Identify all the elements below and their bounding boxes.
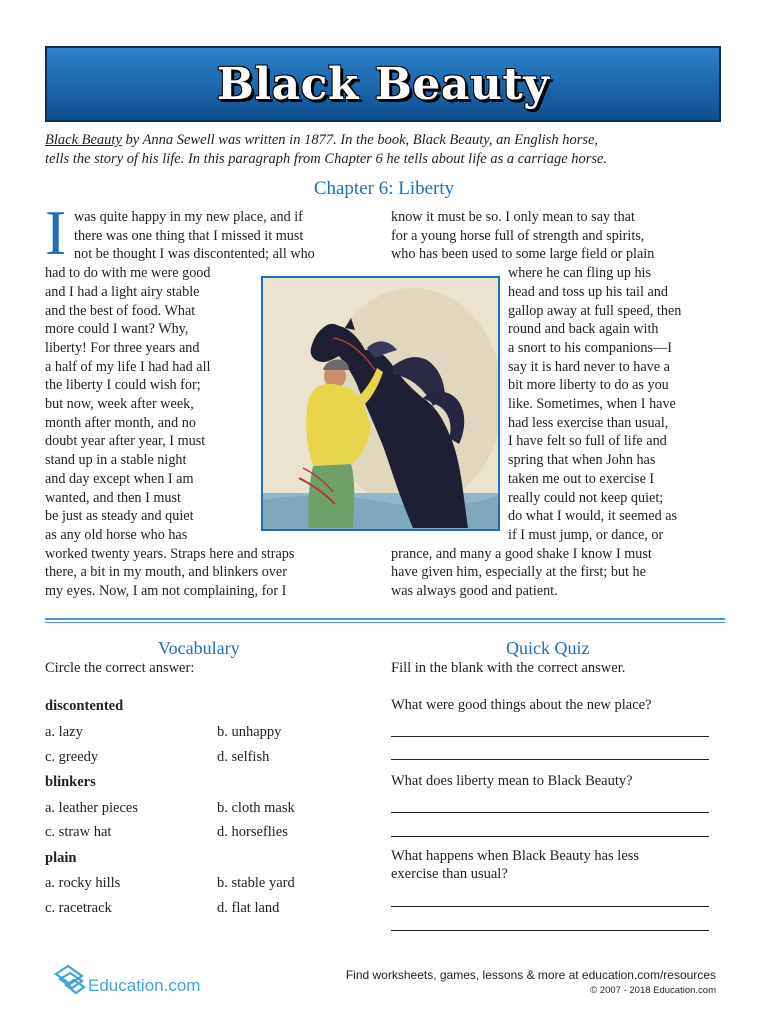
- vocab-option[interactable]: c. straw hat: [45, 824, 112, 840]
- vocabulary-instruction: Circle the correct answer:: [45, 660, 195, 676]
- story-line-left: and day except when I am: [45, 470, 194, 487]
- quiz-title: Quick Quiz: [506, 638, 590, 658]
- vocab-option[interactable]: a. rocky hills: [45, 875, 121, 891]
- story-line-left: but now, week after week,: [45, 396, 194, 412]
- vocab-option[interactable]: d. selfish: [217, 749, 270, 765]
- footer-copyright: © 2007 - 2018 Education.com: [590, 985, 716, 996]
- story-line-left: stand up in a stable night: [45, 452, 187, 469]
- vocab-option[interactable]: b. stable yard: [217, 875, 295, 891]
- vocab-term: plain: [45, 850, 77, 866]
- intro-line-2: tells the story of his life. In this paragraph from Chapter 6 he tells about life as a carriage horse.: [45, 151, 608, 167]
- story-line-right: taken me out to exercise I: [508, 470, 655, 487]
- story-line-left: there, a bit in my mouth, and blinkers over: [45, 564, 287, 581]
- story-line-right: round and back again with: [508, 321, 659, 338]
- story-line-left: and the best of food. What: [45, 302, 196, 319]
- quiz-question: What does liberty mean to Black Beauty?: [391, 773, 633, 789]
- story-line-right: where he can fling up his: [508, 265, 652, 282]
- chapter-heading: Chapter 6: Liberty: [313, 178, 455, 199]
- story-line-left: worked twenty years. Straps here and straps: [45, 545, 295, 562]
- story-line-right: like. Sometimes, when I have: [508, 396, 676, 412]
- vocab-option[interactable]: d. horseflies: [217, 824, 288, 840]
- vocab-option[interactable]: a. lazy: [45, 724, 83, 740]
- answer-line[interactable]: [391, 759, 709, 760]
- title-banner: [45, 46, 721, 122]
- vocab-term: discontented: [45, 698, 124, 714]
- story-line-left: be just as steady and quiet: [45, 508, 194, 525]
- story-line-right: know it must be so. I only mean to say that: [391, 209, 635, 225]
- story-line-left: doubt year after year, I must: [45, 433, 206, 450]
- quiz-question: What were good things about the new place?: [391, 697, 652, 713]
- story-line-left: had to do with me were good: [45, 265, 211, 282]
- story-line-right: do what I would, it seemed as: [508, 508, 678, 525]
- quiz-instruction: Fill in the blank with the correct answer.: [391, 660, 626, 676]
- story-line-right: gallop away at full speed, then: [508, 302, 682, 319]
- quiz-question: What happens when Black Beauty has less: [391, 848, 640, 864]
- story-line-left: the liberty I could wish for;: [45, 377, 201, 394]
- intro-paragraph: [45, 131, 725, 169]
- horse-and-man-icon: [263, 278, 498, 529]
- story-line-left: and I had a light airy stable: [45, 283, 200, 300]
- story-line-right: had less exercise than usual,: [508, 414, 669, 431]
- story-line-right: for a young horse full of strength and spirits,: [391, 227, 645, 244]
- vocab-option[interactable]: b. cloth mask: [217, 800, 295, 816]
- intro-book-title: Black Beauty: [45, 132, 122, 148]
- story-line-left: month after month, and no: [45, 414, 196, 431]
- story-line-right: say it is hard never to have a: [508, 358, 670, 375]
- vocab-option[interactable]: b. unhappy: [217, 724, 282, 740]
- story-line-left: there was one thing that I missed it must: [74, 227, 304, 244]
- story-line-right: who has been used to some large field or plain: [391, 246, 655, 263]
- answer-line[interactable]: [391, 812, 709, 813]
- intro-line-1: by Anna Sewell was written in 1877. In the book, Black Beauty, an English horse,: [121, 132, 599, 148]
- story-line-right: a snort to his companions—I: [508, 339, 672, 356]
- education-logo-text[interactable]: Education.com: [88, 976, 201, 995]
- vocabulary-title: Vocabulary: [158, 638, 240, 658]
- answer-line[interactable]: [391, 930, 709, 931]
- story-line-right: if I must jump, or dance, or: [508, 526, 664, 543]
- answer-line[interactable]: [391, 836, 709, 837]
- vocab-term: blinkers: [45, 774, 96, 790]
- story-line-left: as any old horse who has: [45, 526, 188, 543]
- vocab-option[interactable]: a. leather pieces: [45, 800, 138, 816]
- footer-text: [346, 968, 716, 996]
- story-line-left: more could I want? Why,: [45, 321, 189, 338]
- vocab-option[interactable]: d. flat land: [217, 900, 280, 916]
- quiz-question: exercise than usual?: [391, 866, 508, 882]
- answer-line[interactable]: [391, 906, 709, 907]
- story-line-right: I have felt so full of life and: [508, 433, 667, 450]
- story-line-right: prance, and many a good shake I know I must: [391, 545, 652, 562]
- footer-tagline[interactable]: Find worksheets, games, lessons & more at education.com/resources: [345, 968, 716, 982]
- story-line-left: wanted, and then I must: [45, 489, 181, 506]
- section-divider: [45, 618, 725, 620]
- story-line-right: really could not keep quiet;: [508, 489, 664, 506]
- vocab-option[interactable]: c. racetrack: [45, 900, 112, 916]
- vocab-option[interactable]: c. greedy: [45, 749, 99, 765]
- story-line-right: head and toss up his tail and: [508, 283, 668, 300]
- story-line-left: my eyes. Now, I am not complaining, for I: [45, 583, 287, 599]
- answer-line[interactable]: [391, 736, 709, 737]
- story-line-right: spring that when John has: [508, 452, 656, 469]
- story-line-left: not be thought I was discontented; all who: [74, 246, 315, 263]
- story-line-left: was quite happy in my new place, and if: [74, 209, 303, 225]
- story-line-left: liberty! For three years and: [45, 339, 200, 356]
- story-line-left: a half of my life I had had all: [45, 358, 211, 375]
- page-title: Black Beauty: [216, 58, 550, 110]
- horse-illustration: [261, 276, 500, 531]
- story-line-right: bit more liberty to do as you: [508, 377, 669, 394]
- story-line-right: was always good and patient.: [391, 583, 558, 599]
- section-divider-thin: [45, 622, 725, 623]
- story-line-right: have given him, especially at the first; but he: [391, 564, 646, 581]
- story-dropcap: I: [45, 197, 67, 268]
